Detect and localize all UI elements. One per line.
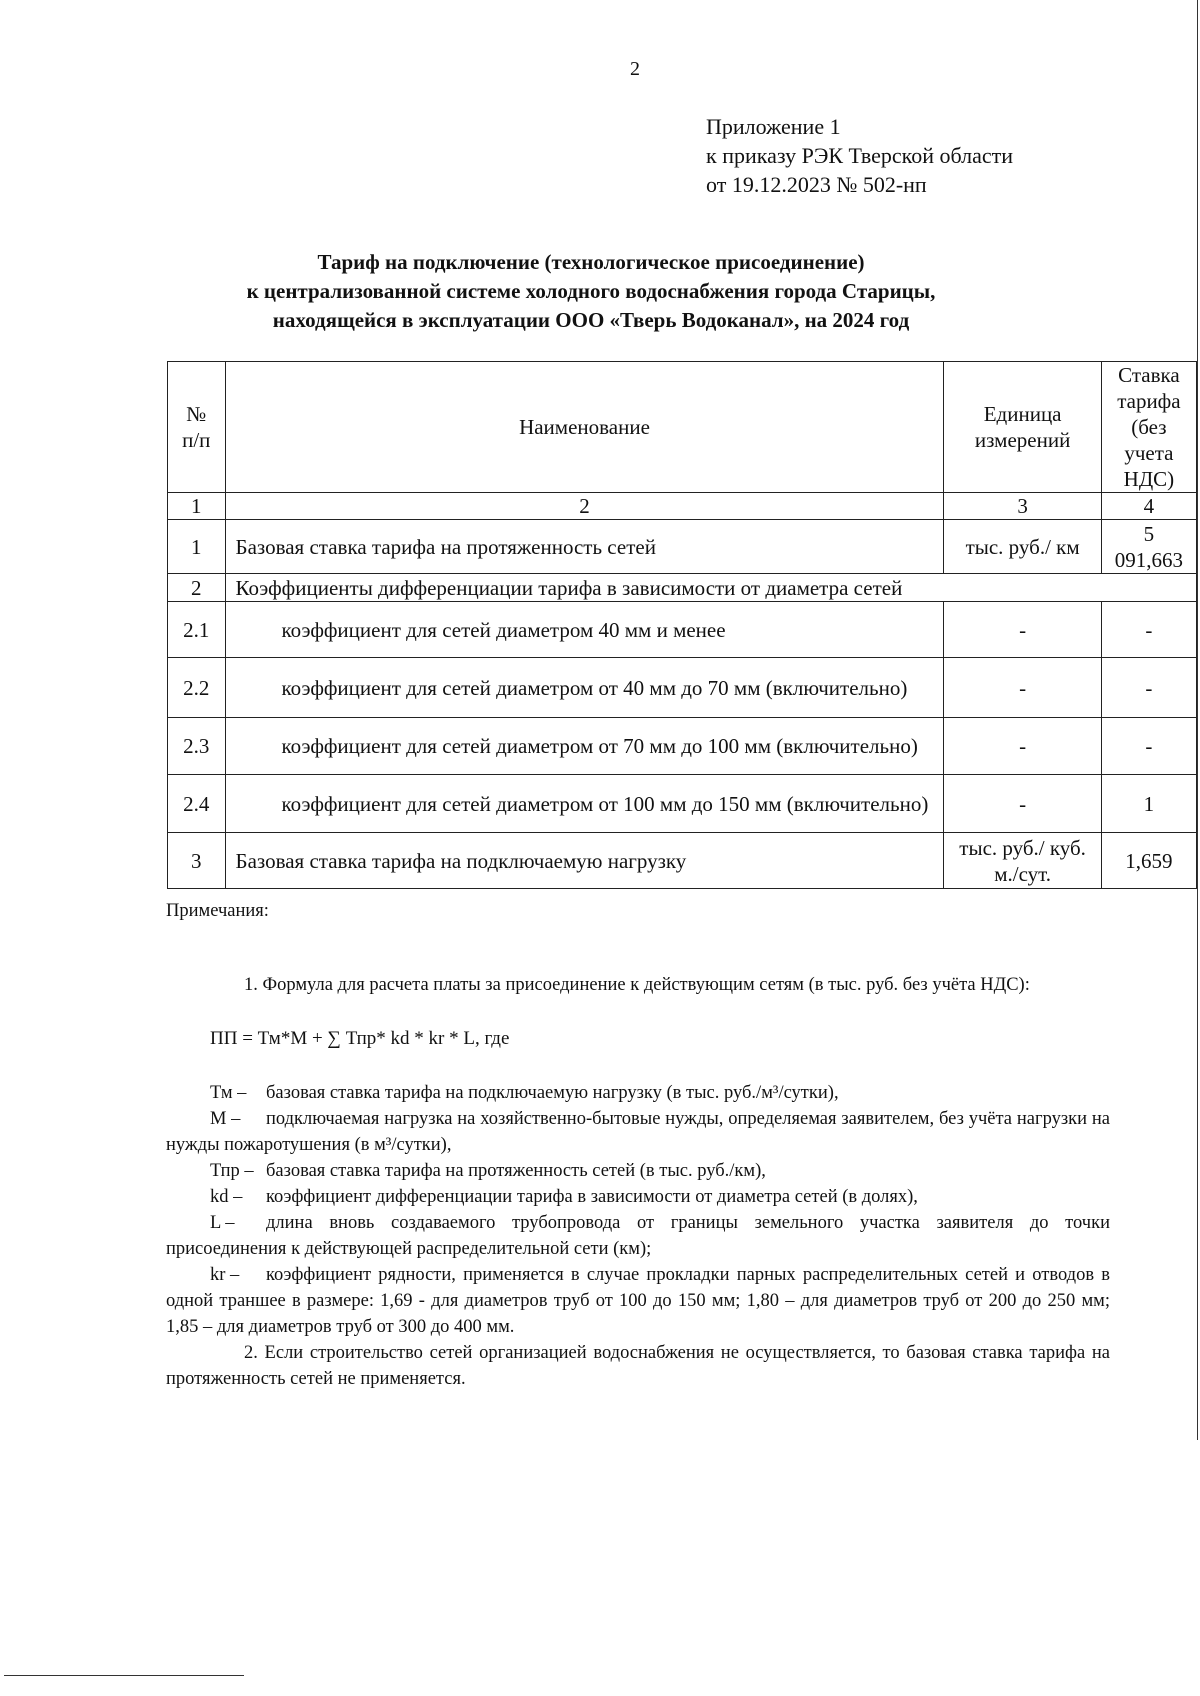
row-rate: -: [1101, 718, 1196, 775]
row-rate: 1: [1101, 775, 1196, 833]
definition-symbol: Тпр –: [210, 1161, 254, 1181]
definition-text: длина вновь создаваемого трубопровода от границы земельного участка заявителя до точки присоединения к действующей распределительной сети (км);: [166, 1213, 1110, 1259]
col-number: 4: [1101, 493, 1196, 520]
row-unit: -: [944, 718, 1101, 775]
table-row: [168, 833, 1197, 889]
definition-symbol: kr –: [210, 1265, 240, 1285]
row-name: Базовая ставка тарифа на подключаемую нагрузку: [225, 833, 944, 889]
annex-line-1: Приложение 1: [706, 114, 841, 139]
title-line-2: к централизованной системе холодного водоснабжения города Старицы,: [246, 279, 936, 303]
row-num: 2.1: [168, 602, 226, 658]
definition-symbol: Тм –: [210, 1083, 247, 1103]
page-edge-line: [1197, 0, 1198, 1440]
row-rate: 1,659: [1101, 833, 1196, 889]
row-num: 1: [168, 520, 226, 574]
definition-symbol: kd –: [210, 1187, 243, 1207]
row-name: Базовая ставка тарифа на протяженность сетей: [225, 520, 944, 574]
row-unit: -: [944, 658, 1101, 718]
col-number: 1: [168, 493, 226, 520]
col-number: 3: [944, 493, 1101, 520]
annex-line-3: от 19.12.2023 № 502-нп: [706, 172, 927, 197]
formula: ПП = Тм*М + ∑ Тпр* kd * kr * L, где: [210, 1028, 510, 1049]
definition-item: [166, 1080, 1110, 1106]
row-unit: тыс. руб./ км: [944, 520, 1101, 574]
note-item-1: 1. Формула для расчета платы за присоединение к действующим сетям (в тыс. руб. без учёта НДС):: [244, 975, 1030, 995]
row-unit: -: [944, 775, 1101, 833]
definition-item: [166, 1106, 1110, 1158]
row-name: коэффициент для сетей диаметром от 70 мм до 100 мм (включительно): [225, 718, 944, 775]
annex-line-2: к приказу РЭК Тверской области: [706, 143, 1014, 168]
definition-text: базовая ставка тарифа на подключаемую нагрузку (в тыс. руб./м³/сутки),: [266, 1083, 839, 1103]
definition-item: [166, 1158, 1110, 1184]
document-title: [166, 248, 1016, 335]
table-header-row: [168, 362, 1197, 493]
row-rate: 5 091,663: [1101, 520, 1196, 574]
table-row: [168, 574, 1197, 602]
row-rate: -: [1101, 658, 1196, 718]
row-num: 2.3: [168, 718, 226, 775]
row-name: коэффициент для сетей диаметром от 40 мм до 70 мм (включительно): [225, 658, 944, 718]
row-rate: -: [1101, 602, 1196, 658]
annex-block: [706, 112, 1013, 199]
definition-symbol: М –: [210, 1109, 241, 1129]
title-line-3: находящейся в эксплуатации ООО «Тверь Водоканал», на 2024 год: [272, 308, 910, 332]
notes-section: [166, 898, 1110, 1392]
definition-text: коэффициент рядности, применяется в случае прокладки парных распределительных сетей и отводов в одной траншее в размере: 1,69 - для диаметров труб от 100 до 150 мм; 1,80 – для диаметров труб от 200 до 250 мм; 1,85 – для диаметров труб от 300 до 400 мм.: [166, 1265, 1110, 1337]
definition-item: [166, 1262, 1110, 1340]
row-num: 2: [168, 574, 226, 602]
notes-heading: Примечания:: [166, 901, 269, 921]
row-name: коэффициент для сетей диаметром от 100 мм до 150 мм (включительно): [225, 775, 944, 833]
row-num: 2.4: [168, 775, 226, 833]
column-number-row: [168, 493, 1197, 520]
row-unit: тыс. руб./ куб. м./сут.: [944, 833, 1101, 889]
table-row: [168, 775, 1197, 833]
title-line-1: Тариф на подключение (технологическое присоединение): [317, 250, 865, 274]
tariff-table: [167, 361, 1197, 889]
footer-rule: [4, 1675, 244, 1676]
table-row: [168, 520, 1197, 574]
row-name: коэффициент для сетей диаметром 40 мм и менее: [225, 602, 944, 658]
definition-item: [166, 1210, 1110, 1262]
col-number: 2: [225, 493, 944, 520]
definition-item: [166, 1184, 1110, 1210]
header-rate: Ставка тарифа (без учета НДС): [1101, 362, 1196, 493]
row-name: Коэффициенты дифференциации тарифа в зависимости от диаметра сетей: [225, 574, 1196, 602]
row-unit: -: [944, 602, 1101, 658]
row-num: 3: [168, 833, 226, 889]
page-number: 2: [630, 58, 640, 80]
header-num: № п/п: [168, 362, 226, 493]
definition-symbol: L –: [210, 1213, 235, 1233]
definitions-list: [166, 1080, 1110, 1340]
table-row: [168, 718, 1197, 775]
table-row: [168, 602, 1197, 658]
header-name: Наименование: [225, 362, 944, 493]
definition-text: базовая ставка тарифа на протяженность сетей (в тыс. руб./км),: [266, 1161, 766, 1181]
note-item-2: 2. Если строительство сетей организацией водоснабжения не осуществляется, то базовая ставка тарифа на протяженность сетей не применяется.: [166, 1343, 1110, 1389]
definition-text: коэффициент дифференциации тарифа в зависимости от диаметра сетей (в долях),: [266, 1187, 918, 1207]
header-unit: Единица измерений: [944, 362, 1101, 493]
definition-text: подключаемая нагрузка на хозяйственно-бытовые нужды, определяемая заявителем, без учёта нагрузки на нужды пожаротушения (в м³/сутки),: [166, 1109, 1110, 1155]
row-num: 2.2: [168, 658, 226, 718]
table-row: [168, 658, 1197, 718]
